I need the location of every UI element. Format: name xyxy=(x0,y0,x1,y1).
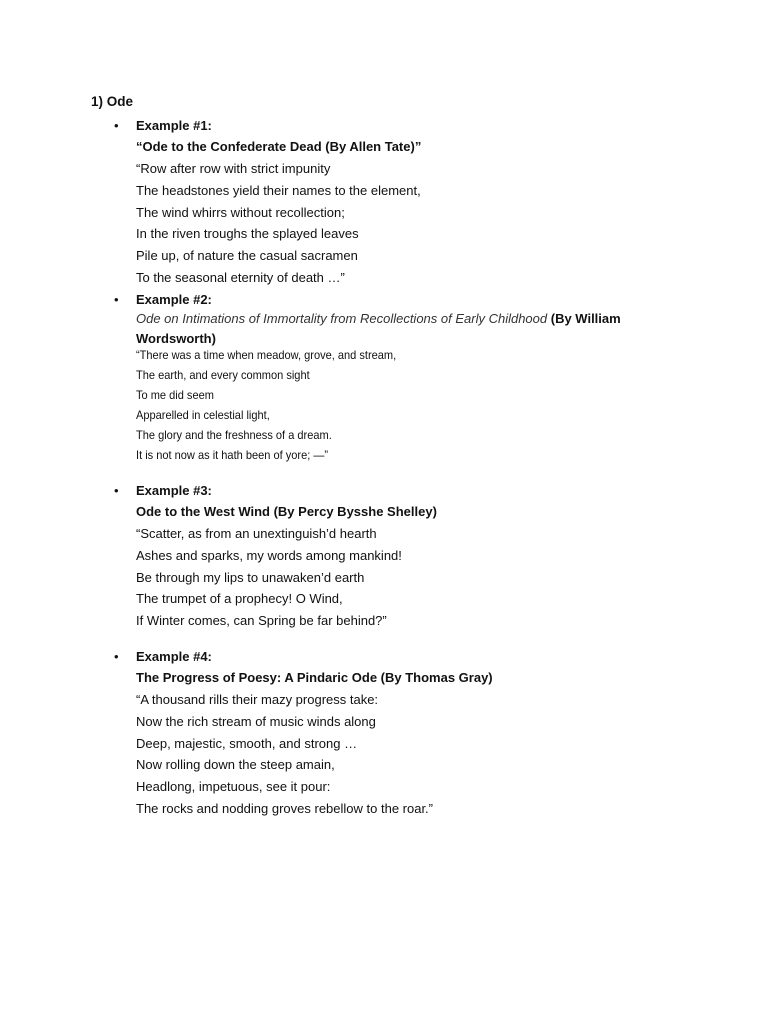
example-label: Example #3: xyxy=(136,483,212,498)
poem-line: Headlong, impetuous, see it pour: xyxy=(136,779,331,795)
example-title-italic: Ode on Intimations of Immortality from Recollections of Early Childhood xyxy=(136,311,548,326)
poem-line: To me did seem xyxy=(136,388,214,402)
poem-line: The trumpet of a prophecy! O Wind, xyxy=(136,591,343,607)
poem-lines xyxy=(136,523,402,632)
poem-line: The headstones yield their names to the element, xyxy=(136,182,421,198)
poem-line: The rocks and nodding groves rebellow to the roar.” xyxy=(136,800,434,816)
poem-line: “Row after row with strict impunity xyxy=(136,161,331,176)
poem-lines xyxy=(136,345,419,465)
poem-line: The wind whirrs without recollection; xyxy=(136,204,345,220)
bullet-icon: • xyxy=(114,483,119,498)
poem-line: Now the rich stream of music winds along xyxy=(136,713,376,729)
poem-line: “There was a time when meadow, grove, and stream, xyxy=(136,348,397,362)
poem-line: The glory and the freshness of a dream. xyxy=(136,428,332,442)
poem-line: Ashes and sparks, my words among mankind! xyxy=(136,547,402,563)
poem-line: To the seasonal eternity of death …” xyxy=(136,269,345,285)
poem-line: “A thousand rills their mazy progress take: xyxy=(136,692,379,707)
example-title-author: (By William Wordsworth) xyxy=(136,311,621,346)
example-label: Example #2: xyxy=(136,292,212,307)
poem-line: Pile up, of nature the casual sacramen xyxy=(136,248,358,264)
example-title xyxy=(136,309,696,349)
bullet-icon: • xyxy=(114,649,119,664)
poem-lines xyxy=(136,158,421,289)
example-title: The Progress of Poesy: A Pindaric Ode (By Thomas Gray) xyxy=(136,670,493,685)
example-title: Ode to the West Wind (By Percy Bysshe Shelley) xyxy=(136,504,437,519)
example-label: Example #4: xyxy=(136,649,212,664)
example-label: Example #1: xyxy=(136,118,212,133)
poem-line: In the riven troughs the splayed leaves xyxy=(136,226,359,242)
poem-line: The earth, and every common sight xyxy=(136,368,310,382)
poem-line: If Winter comes, can Spring be far behind?” xyxy=(136,613,387,629)
poem-line: Be through my lips to unawaken’d earth xyxy=(136,569,365,585)
section-heading: 1) Ode xyxy=(91,94,134,109)
poem-line: “Scatter, as from an unextinguish’d hearth xyxy=(136,526,377,541)
bullet-icon: • xyxy=(114,118,119,133)
poem-line: It is not now as it hath been of yore; —” xyxy=(136,448,329,462)
poem-line: Deep, majestic, smooth, and strong … xyxy=(136,735,358,751)
poem-line: Apparelled in celestial light, xyxy=(136,408,270,422)
example-title: “Ode to the Confederate Dead (By Allen Tate)” xyxy=(136,139,422,154)
poem-lines xyxy=(136,689,433,820)
poem-line: Now rolling down the steep amain, xyxy=(136,757,335,773)
bullet-icon: • xyxy=(114,292,119,307)
